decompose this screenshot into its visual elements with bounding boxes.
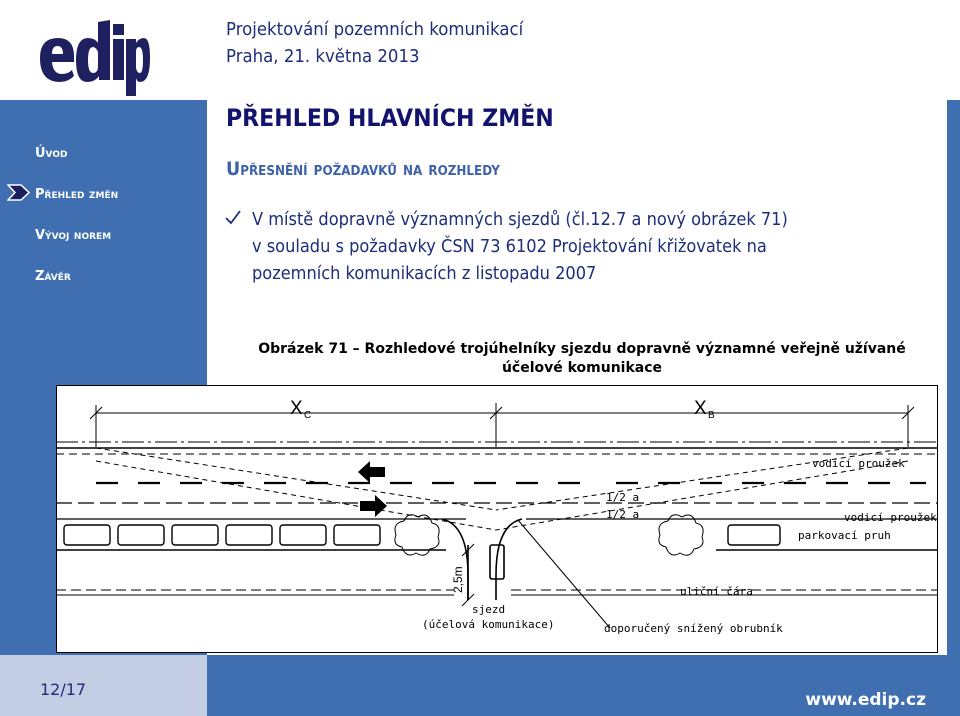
sidebar-item-zaver[interactable]: Závěr bbox=[35, 269, 71, 284]
label-vodici-prouzek-2: vodicí proužek bbox=[844, 511, 937, 524]
label-half-a-2: 1/2 a bbox=[606, 508, 640, 521]
label-sjezd: sjezd bbox=[472, 603, 506, 616]
page-subtitle: Upřesnění požadavků na rozhledy bbox=[226, 158, 500, 180]
footer-url[interactable]: www.edip.cz bbox=[805, 690, 926, 710]
caption-line: Obrázek 71 – Rozhledové trojúhelníky sjezdu dopravně významné veřejně užívané bbox=[258, 341, 906, 357]
label-xb-sub: B bbox=[708, 410, 715, 421]
sidebar-footer bbox=[0, 655, 207, 716]
active-arrow-icon bbox=[7, 184, 31, 201]
label-vodici-prouzek-1: vodicí proužek bbox=[812, 457, 905, 470]
page-number: 12/17 bbox=[40, 680, 87, 699]
sidebar-item-vyvoj-norem[interactable]: Vývoj norem bbox=[35, 228, 112, 243]
bullet-paragraph bbox=[252, 206, 873, 287]
sidebar-item-uvod[interactable]: Úvod bbox=[35, 146, 68, 161]
page-title: PŘEHLED HLAVNÍCH ZMĚN bbox=[226, 104, 554, 132]
event-title: Projektování pozemních komunikací bbox=[226, 19, 524, 40]
event-date: Praha, 21. května 2013 bbox=[226, 46, 420, 67]
label-half-a-1: 1/2 a bbox=[606, 491, 640, 504]
checkmark-icon bbox=[224, 209, 242, 227]
label-ucelova-komunikace: (účelová komunikace) bbox=[422, 618, 555, 631]
caption-line: účelové komunikace bbox=[501, 360, 663, 376]
frame-right-border bbox=[947, 100, 960, 655]
sidebar-item-prehled-zmen[interactable]: Přehled změn bbox=[35, 187, 119, 202]
edip-logo bbox=[38, 18, 150, 96]
bullet-line: pozemních komunikacích z listopadu 2007 bbox=[252, 263, 597, 284]
bullet-line: V místě dopravně významných sjezdů (čl.12.7 a nový obrázek 71) bbox=[252, 209, 788, 230]
label-xb: X bbox=[694, 398, 707, 419]
label-obrubnik: doporučený snížený obrubník bbox=[604, 622, 783, 635]
figure-caption bbox=[222, 340, 942, 378]
label-ulicni-cara: uliční čára bbox=[680, 585, 753, 598]
header-info bbox=[226, 16, 523, 70]
sight-triangle-drawing bbox=[56, 385, 938, 653]
label-xc: X bbox=[290, 398, 303, 419]
label-xc-sub: C bbox=[304, 410, 312, 421]
dimension-2-5m: 2,5m bbox=[451, 566, 465, 593]
bullet-line: v souladu s požadavky ČSN 73 6102 Projektování křižovatek na bbox=[252, 236, 767, 257]
label-parkovaci-pruh: parkovací pruh bbox=[798, 529, 891, 542]
